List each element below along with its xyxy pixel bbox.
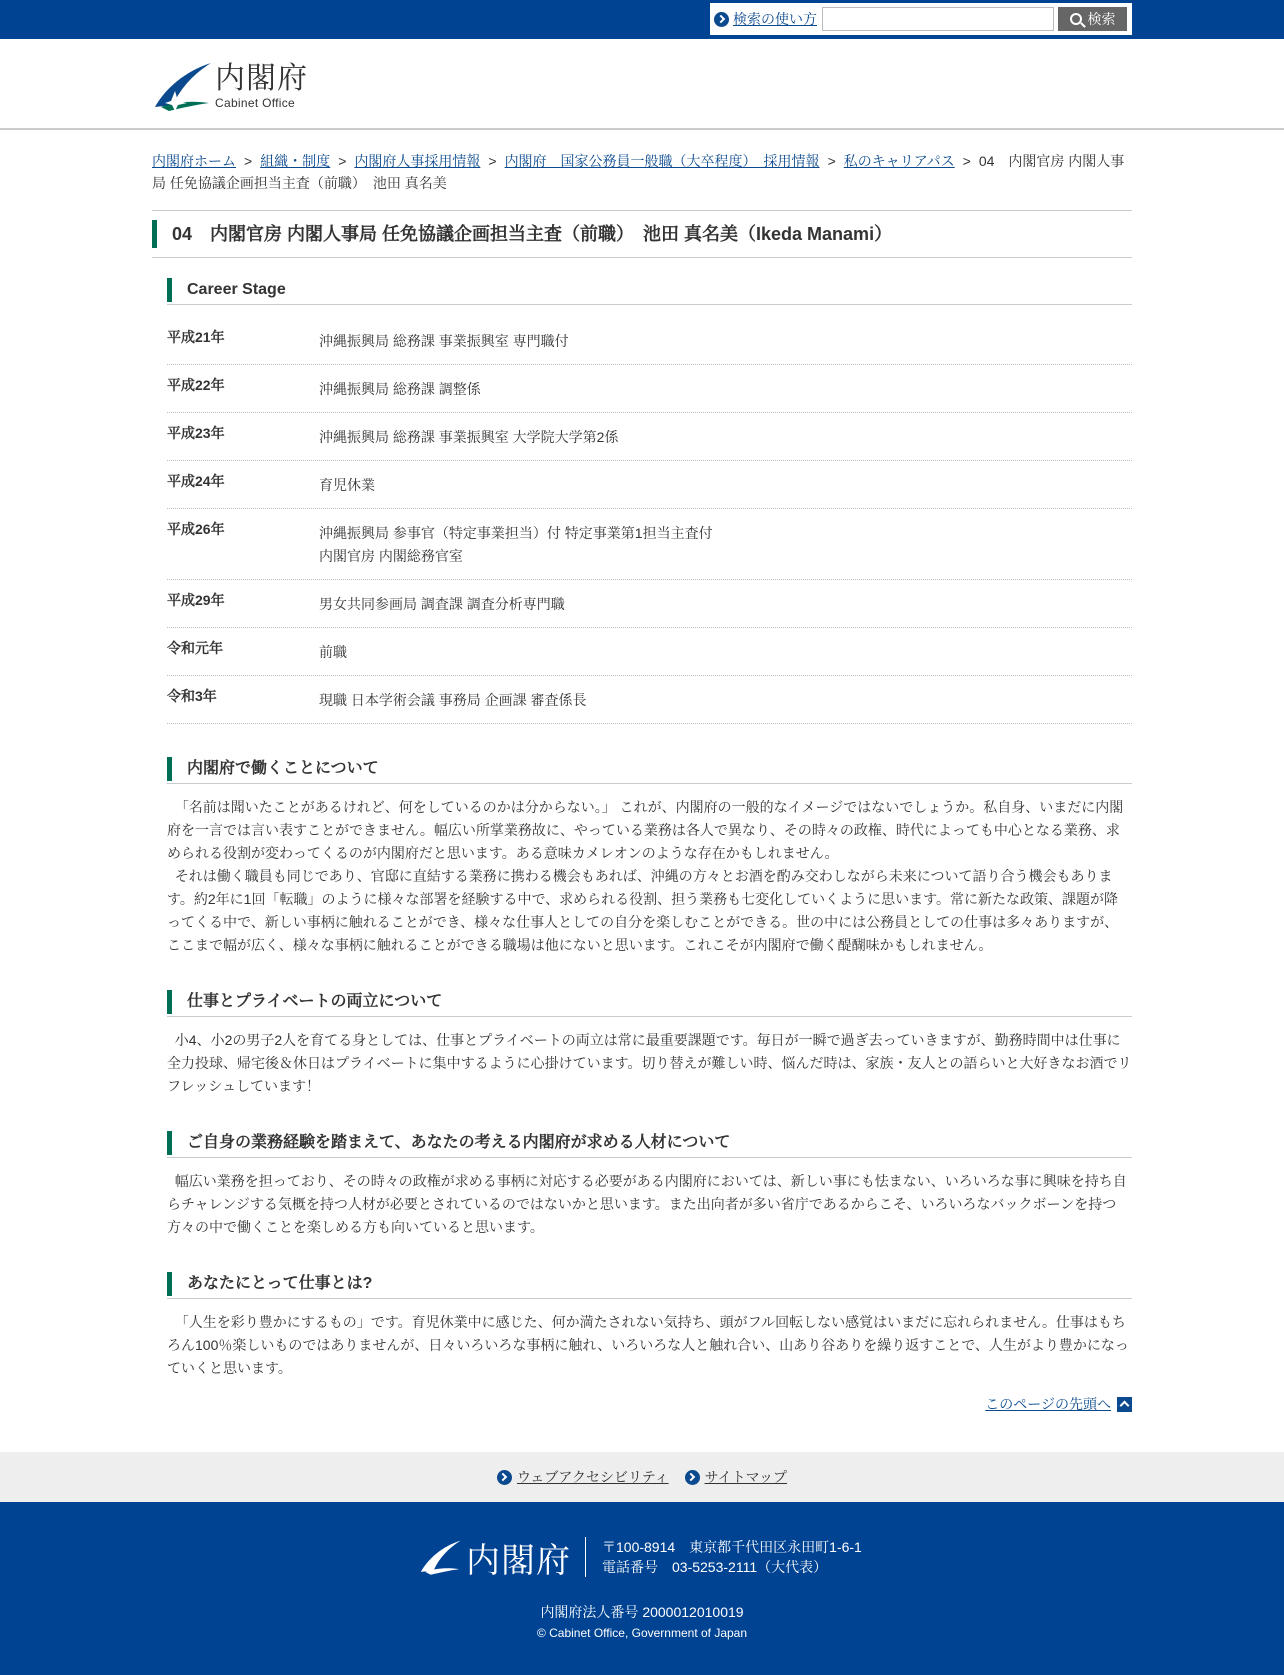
footer-address bbox=[586, 1537, 862, 1577]
career-description bbox=[319, 593, 565, 616]
breadcrumb-link-general-service[interactable]: 内閣府 国家公務員一般職（大卒程度） 採用情報 bbox=[504, 153, 820, 169]
career-line: 沖縄振興局 総務課 調整係 bbox=[319, 381, 481, 397]
search-icon bbox=[1070, 13, 1082, 25]
career-description bbox=[319, 689, 587, 712]
logo-text-en: Cabinet Office bbox=[215, 96, 296, 110]
breadcrumb-separator: > bbox=[244, 153, 253, 169]
section-body bbox=[167, 784, 1132, 957]
section-heading-wrap bbox=[167, 1272, 1132, 1299]
section-heading: あなたにとって仕事とは? bbox=[167, 1272, 1132, 1296]
career-year: 令和3年 bbox=[167, 688, 217, 704]
career-year: 平成29年 bbox=[167, 592, 225, 608]
accessibility-link[interactable]: ウェブアクセシビリティ bbox=[516, 1469, 669, 1485]
site-footer bbox=[0, 1502, 1284, 1675]
career-row bbox=[167, 628, 1132, 676]
paragraph-text: 幅広い業務を担っており、その時々の政権が求める事柄に対応する必要がある内閣府においては、新しい事にも怯まない、いろいろな事に興味を持ち自らチャレンジする気概を持つ人材が必要とされているのではないかと思います。また出向者が多い省庁であるからこそ、いろいろなバックボーンを持つ方々の中で働くことを楽しめる方も向いていると思います。 bbox=[167, 1173, 1127, 1235]
career-line: 内閣官房 内閣総務官室 bbox=[319, 548, 463, 564]
career-description bbox=[319, 330, 569, 353]
breadcrumb-link-home[interactable]: 内閣府ホーム bbox=[152, 153, 236, 169]
section-body bbox=[167, 1299, 1132, 1380]
search-help-link[interactable]: 検索の使い方 bbox=[733, 11, 817, 27]
career-description bbox=[319, 474, 375, 497]
footer-top bbox=[418, 1537, 862, 1580]
section-heading-wrap bbox=[167, 990, 1132, 1017]
chevron-right-icon bbox=[497, 1470, 512, 1485]
page-title: 04 内閣官房 内閣人事局 任免協議企画担当主査（前職） 池田 真名美（Ikeda Manami） bbox=[152, 220, 1132, 248]
pagetop bbox=[152, 1394, 1132, 1414]
footer-link-item bbox=[685, 1467, 787, 1487]
career-year: 平成22年 bbox=[167, 377, 225, 393]
career-heading: Career Stage bbox=[167, 278, 1132, 302]
search-button[interactable] bbox=[1058, 7, 1127, 31]
career-description bbox=[319, 641, 347, 664]
site-header bbox=[0, 39, 1284, 130]
search-button-label: 検索 bbox=[1087, 11, 1116, 27]
career-row bbox=[167, 317, 1132, 365]
career-line: 前職 bbox=[319, 644, 347, 660]
career-row bbox=[167, 676, 1132, 724]
section-heading: 仕事とプライベートの両立について bbox=[167, 990, 1132, 1014]
footer-link-item bbox=[497, 1467, 669, 1487]
footer-corporate-number: 内閣府法人番号 2000012010019 bbox=[540, 1604, 744, 1620]
paragraph-text: 小4、小2の男子2人を育てる身としては、仕事とプライベートの両立は常に最重要課題です。毎日が一瞬で過ぎ去っていきますが、勤務時間中は仕事に全力投球、帰宅後＆休日はプライベートに集中するように心掛けています。切り替えが難しい時、悩んだ時は、家族・友人との語らいと大好きなお酒でリフレッシュしています！ bbox=[167, 1032, 1132, 1094]
breadcrumb-separator: > bbox=[827, 153, 836, 169]
paragraph-text: それは働く職員も同じであり、官邸に直結する業務に携わる機会もあれば、沖縄の方々とお酒を酌み交わしながら未来について語り合う機会もあります。約2年に1回「転職」のように様々な部署を経験する中で、求められる役割、担う業務も七変化していくように思います。常に新たな政策、課題が降ってくる中で、新しい事柄に触れることができ、様々な仕事人としての自分を楽しむことができる。世の中には公務員としての仕事は多々ありますが、ここまで幅が広く、様々な事柄に触れることができる職場は他にないと思います。これこそが内閣府で働く醍醐味かもしれません。 bbox=[167, 868, 1119, 953]
search-area bbox=[710, 3, 1132, 35]
section-heading: ご自身の業務経験を踏まえて、あなたの考える内閣府が求める人材について bbox=[167, 1131, 1132, 1155]
career-row bbox=[167, 365, 1132, 413]
section-paragraph bbox=[167, 1170, 1132, 1239]
footer-logo-text: 内閣府 bbox=[466, 1541, 571, 1580]
chevron-up-icon[interactable] bbox=[1117, 1397, 1132, 1412]
career-description bbox=[319, 426, 618, 449]
pagetop-link[interactable]: このページの先頭へ bbox=[985, 1396, 1111, 1412]
sitemap-link[interactable]: サイトマップ bbox=[704, 1469, 788, 1485]
chevron-right-icon bbox=[714, 12, 729, 27]
cabinet-office-logo-icon bbox=[151, 61, 213, 111]
footer-copyright: © Cabinet Office, Government of Japan bbox=[536, 1626, 748, 1640]
main-content bbox=[152, 150, 1132, 1414]
logo-text-jp: 内閣府 bbox=[215, 62, 308, 95]
title-divider bbox=[152, 257, 1132, 258]
career-year: 令和元年 bbox=[167, 640, 223, 656]
career-row bbox=[167, 509, 1132, 580]
footer-links bbox=[0, 1452, 1284, 1502]
section-heading: 内閣府で働くことについて bbox=[167, 757, 1132, 781]
breadcrumb-separator: > bbox=[488, 153, 497, 169]
career-year: 平成26年 bbox=[167, 521, 225, 537]
footer-logo bbox=[418, 1537, 586, 1580]
career-line: 育児休業 bbox=[319, 477, 375, 493]
breadcrumb-link-recruitment[interactable]: 内閣府人事採用情報 bbox=[354, 153, 481, 169]
career-line: 沖縄振興局 総務課 事業振興室 大学院大学第2係 bbox=[319, 429, 619, 445]
career-description bbox=[319, 378, 481, 401]
section-paragraph bbox=[167, 865, 1132, 957]
footer-postal-address: 〒100-8914 東京都千代田区永田町1-6-1 bbox=[602, 1539, 862, 1555]
search-input[interactable] bbox=[822, 7, 1054, 31]
career-line: 現職 日本学術会議 事務局 企画課 審査係長 bbox=[319, 692, 587, 708]
breadcrumb-separator: > bbox=[338, 153, 347, 169]
career-table bbox=[167, 317, 1132, 724]
breadcrumb-current: 04 内閣官房 内閣人事局 任免協議企画担当主査（前職） 池田 真名美 bbox=[152, 153, 1125, 191]
footer-phone: 電話番号 03-5253-2111（大代表） bbox=[602, 1559, 828, 1575]
chevron-right-icon bbox=[685, 1470, 700, 1485]
section-desired-talent bbox=[167, 1131, 1132, 1239]
section-paragraph bbox=[167, 1029, 1132, 1098]
career-row bbox=[167, 461, 1132, 509]
section-body bbox=[167, 1017, 1132, 1098]
section-heading-wrap bbox=[167, 1131, 1132, 1158]
section-what-work-means bbox=[167, 1272, 1132, 1380]
section-working-at-cabinet-office bbox=[167, 757, 1132, 957]
paragraph-text: 「人生を彩り豊かにするもの」です。育児休業中に感じた、何か満たされない気持ち、頭がフル回転しない感覚はいまだに忘れられません。仕事はもちろん100％楽しいものではありませんが、日々いろいろな事柄に触れ、いろいろな人と触れ合い、山あり谷ありを繰り返すことで、人生がより豊かになっていくと思います。 bbox=[167, 1314, 1129, 1376]
career-description bbox=[319, 522, 713, 568]
breadcrumb-link-career-path[interactable]: 私のキャリアパス bbox=[843, 153, 955, 169]
breadcrumb-separator: > bbox=[962, 153, 971, 169]
career-section bbox=[167, 278, 1132, 724]
section-paragraph bbox=[167, 796, 1132, 865]
career-line: 沖縄振興局 総務課 事業振興室 専門職付 bbox=[319, 333, 569, 349]
site-logo[interactable] bbox=[151, 61, 308, 111]
career-heading-wrap bbox=[167, 278, 1132, 305]
paragraph-text: 「名前は聞いたことがあるけれど、何をしているのかは分からない。」 これが、内閣府の一般的なイメージではないでしょうか。私自身、いまだに内閣府を一言では言い表すことができません。幅広い所掌業務故に、やっている業務は各人で異なり、その時々の政権、時代によっても中心となる業務、求められる役割が変わってくるのが内閣府だと思います。ある意味カメレオンのような存在かもしれません。 bbox=[167, 799, 1124, 861]
section-paragraph bbox=[167, 1311, 1132, 1380]
career-year: 平成24年 bbox=[167, 473, 225, 489]
breadcrumb bbox=[152, 150, 1132, 211]
breadcrumb-link-organization[interactable]: 組織・制度 bbox=[260, 153, 331, 169]
career-year: 平成23年 bbox=[167, 425, 225, 441]
career-row bbox=[167, 413, 1132, 461]
cabinet-office-logo-icon bbox=[418, 1539, 462, 1575]
career-row bbox=[167, 580, 1132, 628]
top-bar bbox=[0, 0, 1284, 39]
career-line: 男女共同参画局 調査課 調査分析専門職 bbox=[319, 596, 565, 612]
section-work-life-balance bbox=[167, 990, 1132, 1098]
section-body bbox=[167, 1158, 1132, 1239]
career-line: 沖縄振興局 参事官（特定事業担当）付 特定事業第1担当主査付 bbox=[319, 525, 713, 541]
career-year: 平成21年 bbox=[167, 329, 225, 345]
section-heading-wrap bbox=[167, 757, 1132, 784]
